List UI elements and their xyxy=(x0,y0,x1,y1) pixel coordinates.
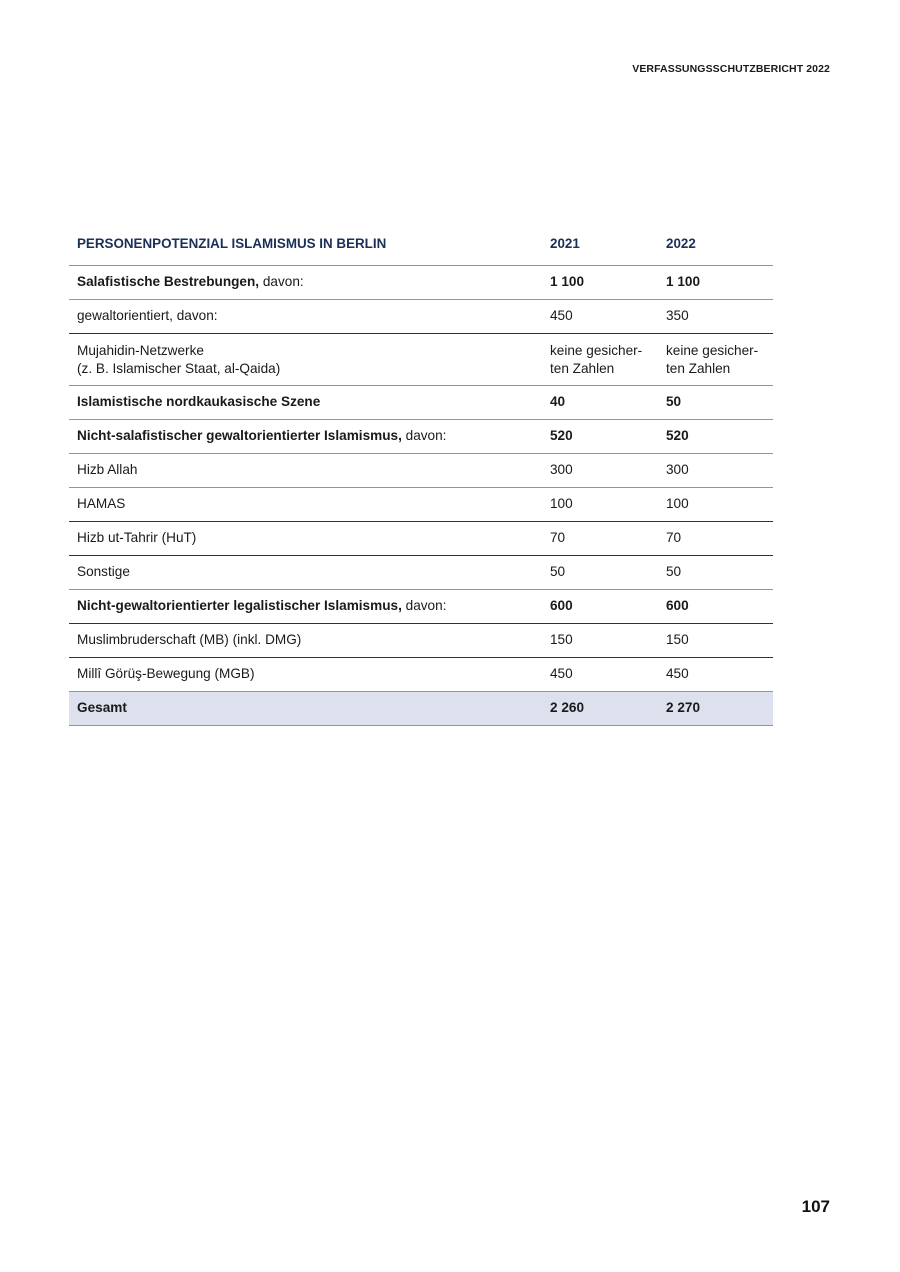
row-label-bold: Salafistische Bestrebungen, xyxy=(77,274,260,289)
value-2022: 50 xyxy=(658,556,773,590)
row-label: Hizb ut-Tahrir (HuT) xyxy=(69,522,542,556)
table-header-row xyxy=(69,224,773,266)
value-2021: 40 xyxy=(542,386,658,420)
table-row-nicht-salafistischer-gewaltorientierter xyxy=(69,420,773,454)
value-2021 xyxy=(542,334,658,386)
value-2022: 600 xyxy=(658,590,773,624)
row-label: HAMAS xyxy=(69,488,542,522)
value-2021: 450 xyxy=(542,658,658,692)
row-label: Millî Görüş-Bewegung (MGB) xyxy=(69,658,542,692)
table-row-milli-goerues xyxy=(69,658,773,692)
row-label: Islamistische nordkaukasische Szene xyxy=(69,386,542,420)
column-header-2021: 2021 xyxy=(542,224,658,266)
value-2021: 300 xyxy=(542,454,658,488)
value-2021-line-2: ten Zahlen xyxy=(550,361,615,376)
row-label: Hizb Allah xyxy=(69,454,542,488)
value-2022 xyxy=(658,334,773,386)
row-label xyxy=(69,266,542,300)
value-2022: 520 xyxy=(658,420,773,454)
value-2022: 1 100 xyxy=(658,266,773,300)
row-label xyxy=(69,590,542,624)
value-2022: 100 xyxy=(658,488,773,522)
total-2022: 2 270 xyxy=(658,692,773,726)
row-label-bold: Nicht-gewaltorientierter legalistischer Islamismus, xyxy=(77,598,402,613)
table-row-hamas xyxy=(69,488,773,522)
personenpotenzial-table xyxy=(69,224,773,726)
row-label-tail: davon: xyxy=(401,598,447,613)
value-2022: 150 xyxy=(658,624,773,658)
value-2022: 50 xyxy=(658,386,773,420)
value-2021: 50 xyxy=(542,556,658,590)
table-row-sonstige xyxy=(69,556,773,590)
row-label: Muslimbruderschaft (MB) (inkl. DMG) xyxy=(69,624,542,658)
row-label: gewaltorientiert, davon: xyxy=(69,300,542,334)
table-row-gesamt xyxy=(69,692,773,726)
table-row-salafistische-bestrebungen xyxy=(69,266,773,300)
table-row-nordkaukasische-szene xyxy=(69,386,773,420)
page-number: 107 xyxy=(801,1197,830,1216)
row-label-bold: Nicht-salafistischer gewaltorientierter Islamismus, xyxy=(77,428,402,443)
value-2021: 100 xyxy=(542,488,658,522)
table-row-hizb-allah xyxy=(69,454,773,488)
value-2022: 70 xyxy=(658,522,773,556)
total-2021: 2 260 xyxy=(542,692,658,726)
total-label: Gesamt xyxy=(69,692,542,726)
table-title: PERSONENPOTENZIAL ISLAMISMUS IN BERLIN xyxy=(69,224,542,266)
row-label-tail: davon: xyxy=(259,274,304,289)
value-2021: 600 xyxy=(542,590,658,624)
running-header: VERFASSUNGSSCHUTZBERICHT 2022 xyxy=(632,63,830,75)
value-2022: 450 xyxy=(658,658,773,692)
table-row-nicht-gewaltorientierter-legalistischer xyxy=(69,590,773,624)
row-label-line-1: Mujahidin-Netzwerke xyxy=(77,343,204,358)
row-label-line-2: (z. B. Islamischer Staat, al-Qaida) xyxy=(77,361,281,376)
row-label xyxy=(69,420,542,454)
value-2022: 300 xyxy=(658,454,773,488)
value-2021: 450 xyxy=(542,300,658,334)
value-2021: 70 xyxy=(542,522,658,556)
column-header-2022: 2022 xyxy=(658,224,773,266)
value-2022-line-1: keine gesicher- xyxy=(666,343,759,358)
table-row-muslimbruderschaft xyxy=(69,624,773,658)
row-label: Sonstige xyxy=(69,556,542,590)
value-2021-line-1: keine gesicher- xyxy=(550,343,643,358)
value-2021: 1 100 xyxy=(542,266,658,300)
value-2022: 350 xyxy=(658,300,773,334)
row-label-tail: davon: xyxy=(401,428,447,443)
table-row-mujahidin-netzwerke xyxy=(69,334,773,386)
table-row-hizb-ut-tahrir xyxy=(69,522,773,556)
value-2022-line-2: ten Zahlen xyxy=(666,361,731,376)
row-label xyxy=(69,334,542,386)
value-2021: 520 xyxy=(542,420,658,454)
value-2021: 150 xyxy=(542,624,658,658)
table-row-gewaltorientiert xyxy=(69,300,773,334)
